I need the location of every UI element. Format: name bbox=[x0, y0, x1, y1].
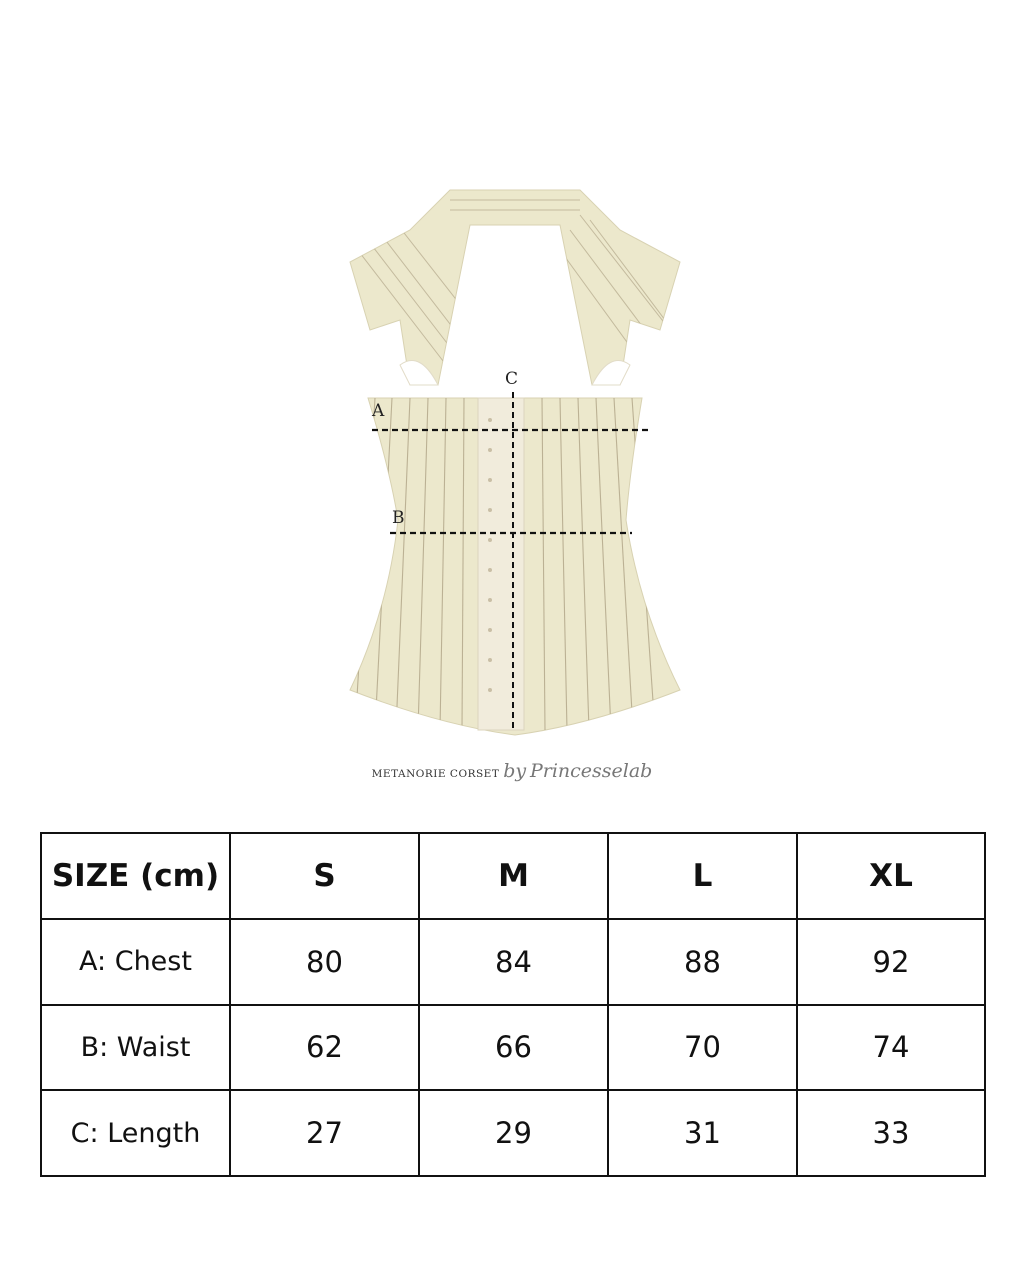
size-chart-table bbox=[40, 832, 986, 1177]
measure-label-a: A bbox=[372, 401, 385, 421]
table-cell: 31 bbox=[608, 1090, 797, 1176]
corset-diagram-svg bbox=[330, 170, 700, 750]
size-header-s: S bbox=[230, 833, 419, 919]
table-cell: 33 bbox=[797, 1090, 985, 1176]
measure-label-b: B bbox=[392, 508, 405, 528]
measure-label-c: C bbox=[505, 369, 519, 389]
table-cell: 88 bbox=[608, 919, 797, 1005]
table-cell: 29 bbox=[419, 1090, 608, 1176]
table-cell: 62 bbox=[230, 1005, 419, 1091]
corset-illustration bbox=[330, 170, 700, 750]
size-header-label: SIZE (cm) bbox=[41, 833, 230, 919]
row-label-waist: B: Waist bbox=[41, 1005, 230, 1091]
brand-name: METANORIE CORSET bbox=[371, 768, 500, 780]
corset-body bbox=[350, 361, 680, 736]
row-label-chest: A: Chest bbox=[41, 919, 230, 1005]
size-header-row bbox=[41, 833, 985, 919]
brand-caption bbox=[0, 760, 1024, 782]
table-row-chest bbox=[41, 919, 985, 1005]
size-header-l: L bbox=[608, 833, 797, 919]
table-cell: 84 bbox=[419, 919, 608, 1005]
table-row-length bbox=[41, 1090, 985, 1176]
table-cell: 27 bbox=[230, 1090, 419, 1176]
table-cell: 92 bbox=[797, 919, 985, 1005]
table-cell: 66 bbox=[419, 1005, 608, 1091]
table-cell: 80 bbox=[230, 919, 419, 1005]
size-header-m: M bbox=[419, 833, 608, 919]
table-row-waist bbox=[41, 1005, 985, 1091]
corset-collar bbox=[350, 190, 680, 385]
brand-signature: Princesselab bbox=[529, 760, 653, 782]
brand-by: by bbox=[503, 760, 527, 782]
size-header-xl: XL bbox=[797, 833, 985, 919]
table-cell: 70 bbox=[608, 1005, 797, 1091]
table-cell: 74 bbox=[797, 1005, 985, 1091]
row-label-length: C: Length bbox=[41, 1090, 230, 1176]
